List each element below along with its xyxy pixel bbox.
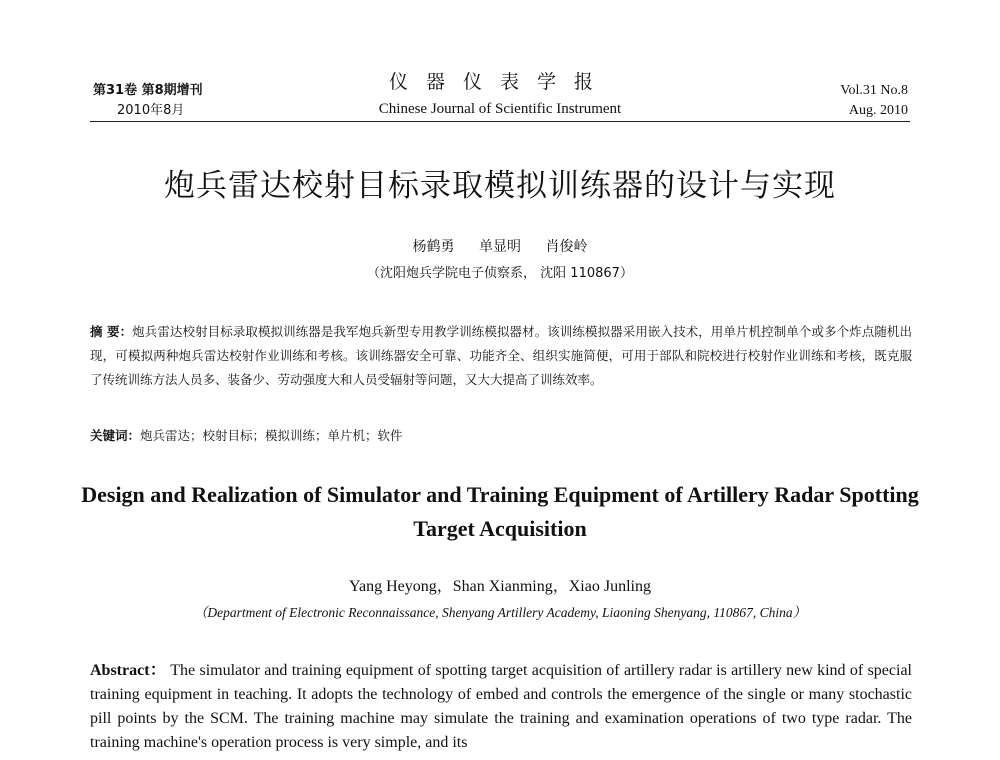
journal-date-en: Aug. 2010 <box>848 103 908 118</box>
affiliation-cn: （沈阳炮兵学院电子侦察系， 沈阳 110867） <box>367 266 633 281</box>
keywords-cn-label: 关键词： <box>90 428 141 443</box>
keywords-cn-text: 炮兵雷达；校射目标；模拟训练；单片机；软件 <box>140 428 403 443</box>
authors-cn: 杨鹤勇 单显明 肖俊岭 <box>412 239 588 255</box>
paper-title-en: Design and Realization of Simulator and Training Equipment of Artillery Radar Spotting Target Acquisition <box>81 482 919 541</box>
header-rule <box>90 121 910 122</box>
abstract-en-text: The simulator and training equipment of spotting target acquisition of artillery radar is artillery new kind of special training equipment in teaching. It adopts the technology of embed and controls the emergence of the single or many stochastic pill points by the SCM. The training machine may simulate the training and examination operations of two type radar. The training machine's operation process is very simple, and its <box>90 662 912 751</box>
journal-date-cn: 2010年8月 <box>117 103 185 118</box>
abstract-cn-text: 炮兵雷达校射目标录取模拟训练器是我军炮兵新型专用教学训练模拟器材。该训练模拟器采用嵌入技术，用单片机控制单个或多个炸点随机出现，可模拟两种炮兵雷达校射作业训练和考核。该训练器安全可靠、功能齐全、组织实施简便，可用于部队和院校进行校射作业训练和考核，既克服了传统训练方法人员多、装备少、劳动强度大和人员受辐射等问题，又大大提高了训练效率。 <box>90 324 912 387</box>
journal-volume-issue: 第31卷 第8期增刊 <box>93 83 203 98</box>
abstract-cn-label: 摘 要： <box>90 324 133 339</box>
abstract-en-label: Abstract： <box>90 662 167 679</box>
journal-volume-en: Vol.31 No.8 <box>840 83 908 98</box>
keywords-cn <box>90 426 912 444</box>
authors-en: Yang Heyong，Shan Xianming，Xiao Junling <box>349 578 651 595</box>
journal-name-en: Chinese Journal of Scientific Instrument <box>378 101 622 117</box>
paper-title-cn: 炮兵雷达校射目标录取模拟训练器的设计与实现 <box>164 168 836 204</box>
affiliation-en: （Department of Electronic Reconnaissance, Shenyang Artillery Academy, Liaoning Shenyang, 110867, China） <box>193 605 807 620</box>
abstract-en <box>90 659 912 755</box>
abstract-cn <box>90 320 912 392</box>
journal-name-cn: 仪器仪表学报 <box>388 71 611 93</box>
